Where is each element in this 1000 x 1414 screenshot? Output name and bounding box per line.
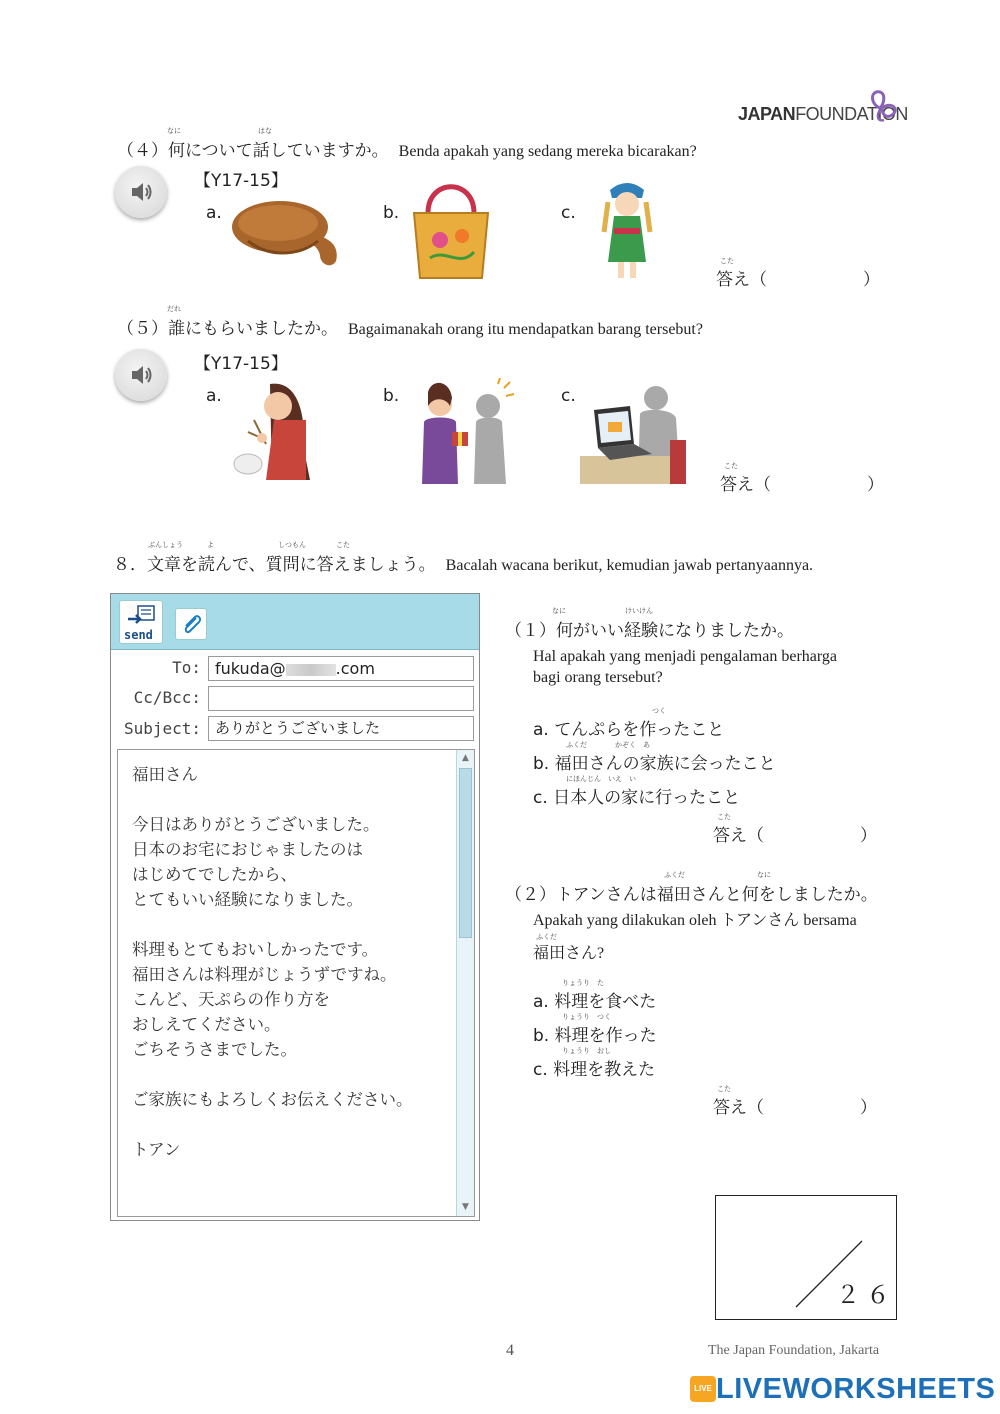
- fur-hat-image: [228, 195, 348, 270]
- section-8-heading: ８．文章を読んで、質問に答えましょう。 Bacalah wacana berikut, kemudian jawab pertanyaannya.: [113, 555, 814, 575]
- liveworksheets-brand[interactable]: LIVEWORKSHEETS: [716, 1373, 996, 1405]
- liveworksheets-badge-icon: LIVE: [690, 1376, 716, 1402]
- to-label: To:: [172, 658, 201, 677]
- email-body-line: 福田さんは料理がじょうずですね。: [132, 965, 397, 984]
- audio-code: 【Y17-15】: [194, 171, 288, 191]
- furigana: ふくだ かぞく あ: [566, 741, 650, 749]
- option-label-c: c.: [561, 386, 576, 406]
- email-body-line: ごちそうさまでした。: [132, 1040, 297, 1059]
- furigana: こた: [717, 813, 731, 821]
- email-body-line: [132, 1112, 413, 1137]
- question-4: （４）何について話していますか。 Benda apakah yang sedang mereka bicarakan?: [117, 141, 697, 161]
- furigana: りょうり おし: [562, 1047, 611, 1055]
- gift-giving-image: [410, 378, 518, 486]
- furigana: りょうり つく: [562, 1013, 611, 1021]
- answer-sq1: 答え（ ）: [713, 826, 877, 846]
- email-body-line: 日本のお宅におじゃましたのは: [132, 840, 363, 859]
- email-toolbar: [111, 594, 479, 650]
- furigana: ふくだ: [536, 933, 557, 941]
- japan-foundation-logo: JAPANFOUNDATION: [738, 104, 908, 124]
- email-body-line: [132, 787, 413, 812]
- option-label-c: c.: [561, 203, 576, 223]
- speaker-icon: [128, 179, 154, 205]
- doll-image: [596, 176, 658, 286]
- sub-question-1-translation: Hal apakah yang menjadi pengalaman berharga bagi orang tersebut?: [533, 648, 838, 686]
- email-body-line: はじめてでしたから、: [132, 865, 297, 884]
- sub-question-2-translation-end: 福田さん?: [533, 945, 605, 962]
- sub-question-2-translation: Apakah yang dilakukan oleh トアンさん bersama: [533, 912, 857, 929]
- furigana: はな: [258, 127, 272, 135]
- email-body-line: ご家族にもよろしくお伝えください。: [132, 1090, 413, 1109]
- email-body-line: こんど、天ぷらの作り方を: [132, 990, 330, 1009]
- online-shopping-image: [580, 382, 686, 486]
- furigana: なに: [167, 127, 181, 135]
- cc-bcc-label: Cc/Bcc:: [133, 688, 201, 707]
- option-label-b: b.: [383, 203, 400, 223]
- footer-credit: The Japan Foundation, Jakarta: [708, 1343, 880, 1358]
- woven-bag-image: [410, 178, 492, 283]
- redacted-domain: [286, 664, 336, 676]
- furigana: けいけん: [625, 607, 653, 615]
- furigana: なに: [552, 607, 566, 615]
- attach-button[interactable]: [175, 608, 207, 640]
- furigana: つく: [652, 707, 666, 715]
- email-body-line: 今日はありがとうございました。: [132, 815, 380, 834]
- choice-a[interactable]: a. てんぷらを作ったこと: [533, 720, 725, 740]
- option-label-a: a.: [206, 203, 222, 223]
- subject-field[interactable]: ありがとうございました: [208, 716, 474, 741]
- furigana: ぶんしょう: [148, 541, 183, 549]
- furigana: こた: [724, 462, 738, 470]
- choice-c[interactable]: c. 日本人の家に行ったこと: [533, 788, 741, 808]
- choice-b[interactable]: b. 福田さんの家族に会ったこと: [533, 754, 776, 774]
- scroll-up-arrow-icon[interactable]: ▲: [462, 753, 469, 763]
- furigana: なに: [757, 871, 771, 879]
- furigana: こた: [720, 257, 734, 265]
- choice-a[interactable]: a. 料理を食べた: [533, 992, 657, 1012]
- email-body-line: 福田さん: [132, 765, 198, 784]
- answer-q5: 答え（ ）: [720, 475, 884, 495]
- send-label: send: [124, 628, 153, 642]
- scrollbar-thumb[interactable]: [459, 768, 472, 938]
- audio-play-button[interactable]: [115, 166, 167, 218]
- page-number: 4: [506, 1342, 514, 1359]
- option-label-b: b.: [383, 386, 400, 406]
- question-5: （５）誰にもらいましたか。 Bagaimanakah orang itu mendapatkan barang tersebut?: [117, 319, 703, 339]
- choice-b[interactable]: b. 料理を作った: [533, 1026, 657, 1046]
- furigana: りょうり た: [562, 979, 604, 987]
- email-body-line: おしえてください。: [132, 1015, 281, 1034]
- score-total: ２６: [836, 1283, 896, 1309]
- audio-code: 【Y17-15】: [194, 354, 288, 374]
- option-label-a: a.: [206, 386, 222, 406]
- furigana: だれ: [167, 305, 181, 313]
- speaker-icon: [128, 362, 154, 388]
- sub-question-2: （２）トアンさんは福田さんと何をしましたか。: [505, 885, 878, 905]
- answer-q4: 答え（ ）: [716, 270, 880, 290]
- furigana: にほんじん いえ い: [566, 775, 636, 783]
- furigana: しつもん: [278, 541, 306, 549]
- cc-bcc-field[interactable]: [208, 686, 474, 711]
- furigana: よ: [207, 541, 214, 549]
- subject-label: Subject:: [123, 719, 201, 738]
- to-field[interactable]: fukuda@ .com: [208, 656, 474, 681]
- woman-knitting-image: [226, 380, 322, 480]
- email-body-line: 料理もとてもおいしかったです。: [132, 940, 379, 959]
- furigana: こた: [336, 541, 350, 549]
- email-body-line: [132, 1062, 413, 1087]
- answer-sq2: 答え（ ）: [713, 1098, 877, 1118]
- scrollbar[interactable]: [456, 750, 474, 1216]
- email-body-line: トアン: [132, 1140, 181, 1159]
- scroll-down-arrow-icon[interactable]: ▼: [462, 1202, 469, 1212]
- furigana: ふくだ: [664, 871, 685, 879]
- paperclip-icon: [181, 613, 203, 637]
- furigana: こた: [717, 1085, 731, 1093]
- email-body-text: [132, 762, 413, 1162]
- email-body[interactable]: [117, 749, 475, 1217]
- email-body-line: [132, 912, 413, 937]
- email-window: [110, 593, 480, 1221]
- send-button[interactable]: [119, 600, 163, 644]
- butterfly-logo-icon: [866, 86, 902, 124]
- audio-play-button[interactable]: [115, 349, 167, 401]
- choice-c[interactable]: c. 料理を教えた: [533, 1060, 656, 1080]
- email-body-line: とてもいい経験になりました。: [132, 890, 363, 909]
- send-icon: [126, 605, 156, 627]
- sub-question-1: （１）何がいい経験になりましたか。: [505, 621, 794, 641]
